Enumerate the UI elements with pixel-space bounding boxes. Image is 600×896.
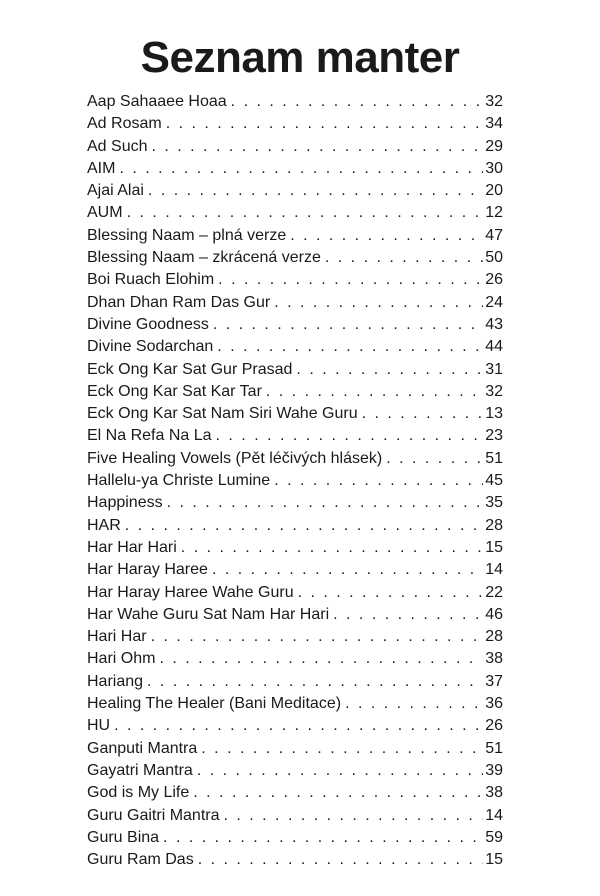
dot-leader — [217, 336, 483, 358]
dot-leader — [325, 247, 483, 269]
page-number: 51 — [485, 449, 503, 467]
dot-leader — [274, 292, 483, 314]
dot-leader — [216, 425, 484, 447]
mantra-title: Ad Such — [87, 137, 148, 155]
list-item — [87, 671, 503, 693]
dot-leader — [266, 381, 483, 403]
list-item — [87, 269, 503, 291]
list-item — [87, 582, 503, 604]
page-number: 20 — [485, 182, 503, 200]
page-number: 50 — [485, 249, 503, 267]
mantra-title: Guru Ram Das — [87, 851, 194, 869]
page-number: 15 — [485, 538, 503, 556]
list-item — [87, 492, 503, 514]
page-number: 34 — [485, 115, 503, 133]
mantra-title: Har Wahe Guru Sat Nam Har Hari — [87, 605, 330, 623]
dot-leader — [223, 805, 483, 827]
page-number: 38 — [485, 650, 503, 668]
mantra-title: Ganputi Mantra — [87, 739, 198, 757]
page-number: 36 — [485, 695, 503, 713]
mantra-title: Gayatri Mantra — [87, 761, 193, 779]
list-item — [87, 715, 503, 737]
page-number: 51 — [485, 739, 503, 757]
dot-leader — [166, 113, 484, 135]
page-number: 43 — [485, 315, 503, 333]
mantra-title: AIM — [87, 159, 116, 177]
page-number: 47 — [485, 226, 503, 244]
dot-leader — [193, 782, 483, 804]
page-number: 13 — [485, 405, 503, 423]
dot-leader — [231, 91, 484, 113]
dot-leader — [159, 648, 483, 670]
list-item — [87, 225, 503, 247]
list-item — [87, 537, 503, 559]
dot-leader — [218, 269, 483, 291]
mantra-title: Hallelu-ya Christe Lumine — [87, 472, 271, 490]
mantra-title: Guru Gaitri Mantra — [87, 806, 220, 824]
mantra-title: Blessing Naam – zkrácená verze — [87, 249, 321, 267]
page-number: 28 — [485, 628, 503, 646]
dot-leader — [345, 693, 483, 715]
list-item — [87, 336, 503, 358]
dot-leader — [181, 537, 483, 559]
mantra-title: Ad Rosam — [87, 115, 162, 133]
mantra-title: Happiness — [87, 494, 163, 512]
page-number: 14 — [485, 561, 503, 579]
page-number: 26 — [485, 717, 503, 735]
mantra-title: Eck Ong Kar Sat Gur Prasad — [87, 360, 293, 378]
mantra-title: HAR — [87, 516, 121, 534]
list-item — [87, 180, 503, 202]
list-item — [87, 359, 503, 381]
mantra-title: God is My Life — [87, 784, 190, 802]
dot-leader — [198, 849, 484, 871]
list-item — [87, 760, 503, 782]
list-item — [87, 626, 503, 648]
dot-leader — [151, 626, 484, 648]
dot-leader — [163, 827, 483, 849]
mantra-title: Har Haray Haree — [87, 561, 208, 579]
dot-leader — [151, 136, 483, 158]
mantra-title: Har Har Hari — [87, 538, 177, 556]
dot-leader — [125, 515, 483, 537]
list-item — [87, 515, 503, 537]
page-number: 23 — [485, 427, 503, 445]
page-number: 44 — [485, 338, 503, 356]
page-number: 37 — [485, 672, 503, 690]
page-number: 35 — [485, 494, 503, 512]
list-item — [87, 849, 503, 871]
page-number: 12 — [485, 204, 503, 222]
dot-leader — [213, 314, 483, 336]
list-item — [87, 403, 503, 425]
mantra-title: Har Haray Haree Wahe Guru — [87, 583, 294, 601]
dot-leader — [201, 738, 483, 760]
mantra-title: Hariang — [87, 672, 144, 690]
list-item — [87, 113, 503, 135]
list-item — [87, 738, 503, 760]
dot-leader — [167, 492, 484, 514]
page-number: 29 — [485, 137, 503, 155]
mantra-title: Blessing Naam – plná verze — [87, 226, 287, 244]
list-item — [87, 202, 503, 224]
mantra-title: Ajai Alai — [87, 182, 144, 200]
list-item — [87, 693, 503, 715]
dot-leader — [197, 760, 483, 782]
page-title: Seznam manter — [140, 33, 460, 82]
mantra-title: Eck Ong Kar Sat Kar Tar — [87, 382, 262, 400]
page-number: 38 — [485, 784, 503, 802]
mantra-title: Divine Sodarchan — [87, 338, 214, 356]
page-number: 32 — [485, 93, 503, 110]
page-number: 30 — [485, 159, 503, 177]
page-number: 46 — [485, 605, 503, 623]
dot-leader — [362, 403, 484, 425]
dot-leader — [298, 582, 484, 604]
list-item — [87, 381, 503, 403]
mantra-title: Aap Sahaaee Hoaa — [87, 93, 227, 110]
page-number: 31 — [485, 360, 503, 378]
mantra-title: Guru Bina — [87, 828, 160, 846]
list-item — [87, 604, 503, 626]
page-number: 59 — [485, 828, 503, 846]
list-item — [87, 425, 503, 447]
mantra-title: Boi Ruach Elohim — [87, 271, 215, 289]
dot-leader — [386, 448, 483, 470]
list-item — [87, 314, 503, 336]
list-item — [87, 247, 503, 269]
page-number: 15 — [485, 851, 503, 869]
list-item — [87, 136, 503, 158]
list-item — [87, 292, 503, 314]
list-item — [87, 782, 503, 804]
mantra-title: Five Healing Vowels (Pět léčivých hlásek) — [87, 449, 383, 467]
dot-leader — [119, 158, 483, 180]
page-number: 45 — [485, 472, 503, 490]
mantra-title: Divine Goodness — [87, 315, 209, 333]
mantra-title: El Na Refa Na La — [87, 427, 212, 445]
mantra-title: Dhan Dhan Ram Das Gur — [87, 293, 271, 311]
list-item — [87, 827, 503, 849]
list-item — [87, 559, 503, 581]
mantra-title: HU — [87, 717, 111, 735]
page-number: 32 — [485, 382, 503, 400]
page-number: 28 — [485, 516, 503, 534]
dot-leader — [296, 359, 483, 381]
list-item — [87, 648, 503, 670]
list-item — [87, 448, 503, 470]
mantra-title: Healing The Healer (Bani Meditace) — [87, 695, 342, 713]
dot-leader — [290, 225, 483, 247]
page-number: 22 — [485, 583, 503, 601]
list-item — [87, 805, 503, 827]
list-item — [87, 470, 503, 492]
dot-leader — [114, 715, 483, 737]
list-item — [87, 91, 503, 113]
mantra-list — [87, 91, 503, 871]
mantra-title: Hari Har — [87, 628, 147, 646]
mantra-title: Eck Ong Kar Sat Nam Siri Wahe Guru — [87, 405, 358, 423]
dot-leader — [212, 559, 483, 581]
dot-leader — [148, 180, 483, 202]
mantra-title: Hari Ohm — [87, 650, 156, 668]
page-number: 24 — [485, 293, 503, 311]
page-number: 39 — [485, 761, 503, 779]
list-item — [87, 158, 503, 180]
page-number: 26 — [485, 271, 503, 289]
mantra-title: AUM — [87, 204, 123, 222]
dot-leader — [333, 604, 483, 626]
dot-leader — [147, 671, 483, 693]
dot-leader — [127, 202, 484, 224]
page-number: 14 — [485, 806, 503, 824]
dot-leader — [274, 470, 483, 492]
